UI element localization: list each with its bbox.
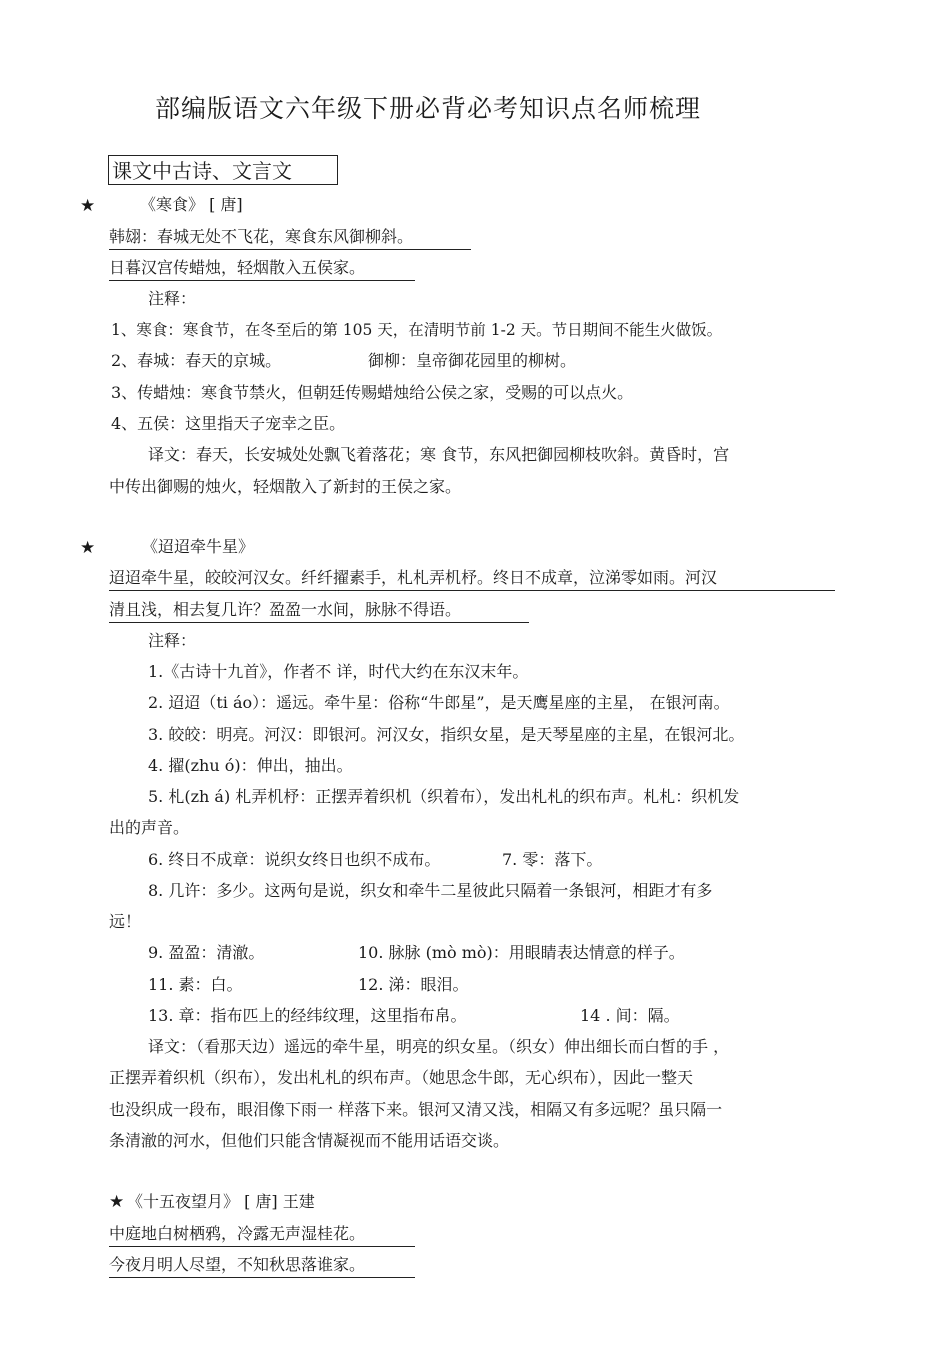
poem1-translation-2: 中传出御赐的烛火，轻烟散入了新封的王侯之家。 xyxy=(109,477,462,496)
poem1-line-2: 日暮汉宫传蜡烛，轻烟散入五侯家。 xyxy=(109,258,415,281)
star-icon: ★ xyxy=(80,538,96,558)
poem2-note-1: 1.《古诗十九首》，作者不 详，时代大约在东汉末年。 xyxy=(148,662,529,681)
poem2-note-12: 12. 涕：眼泪。 xyxy=(358,975,469,994)
poem1-note-3: 3、传蜡烛：寒食节禁火，但朝廷传赐蜡烛给公侯之家，受赐的可以点火。 xyxy=(111,383,634,402)
poem1-notes-label: 注释： xyxy=(148,289,197,308)
poem2-note-3: 3. 皎皎：明亮。河汉：即银河。河汉女，指织女星，是天琴星座的主星，在银河北。 xyxy=(148,725,745,744)
poem2-note-7: 7. 零：落下。 xyxy=(502,850,603,869)
poem1-title: 《寒食》 [ 唐] xyxy=(140,195,243,214)
poem2-translation-2: 正摆弄着织机（织布），发出札札的织布声。（她思念牛郎，无心织布），因此一整天 xyxy=(109,1068,694,1087)
poem2-note-5-cont: 出的声音。 xyxy=(109,818,190,837)
poem2-translation-1: 译文：（看那天边）遥远的牵牛星，明亮的织女星。（织女）伸出细长而白皙的手 ， xyxy=(148,1037,730,1056)
poem1-translation-1: 译文：春天，长安城处处飘飞着落花；寒 食节，东风把御园柳枝吹斜。黄昏时，宫 xyxy=(148,445,730,464)
poem2-note-9: 9. 盈盈：清澈。 xyxy=(148,943,265,962)
star-icon: ★ xyxy=(109,1192,125,1212)
poem3-line-2: 今夜月明人尽望，不知秋思落谁家。 xyxy=(109,1255,415,1278)
poem1-line-1: 韩翃：春城无处不飞花，寒食东风御柳斜。 xyxy=(109,227,471,250)
star-icon: ★ xyxy=(80,196,96,216)
poem2-note-6: 6. 终日不成章：说织女终日也织不成布。 xyxy=(148,850,441,869)
poem2-title: 《迢迢牵牛星》 xyxy=(142,537,255,556)
document-title: 部编版语文六年级下册必背必考知识点名师梳理 xyxy=(155,94,702,123)
poem2-notes-label: 注释： xyxy=(148,631,197,650)
poem2-note-11: 11. 素：白。 xyxy=(148,975,243,994)
poem2-note-5: 5. 札(zh á) 札弄机杼：正摆弄着织机（织着布），发出札札的织布声。札札：织机发 xyxy=(148,787,740,806)
poem2-line-2: 清且浅，相去复几许？盈盈一水间，脉脉不得语。 xyxy=(109,600,529,623)
poem2-translation-4: 条清澈的河水，但他们只能含情凝视而不能用话语交谈。 xyxy=(109,1131,510,1150)
poem2-note-2: 2. 迢迢（ti áo）：遥远。牵牛星：俗称“牛郎星”，是天鹰星座的主星， 在银河南。 xyxy=(148,693,730,712)
poem2-note-8: 8. 几许：多少。这两句是说，织女和牵牛二星彼此只隔着一条银河，相距才有多 xyxy=(148,881,713,900)
poem3-line-1: 中庭地白树栖鸦，冷露无声湿桂花。 xyxy=(109,1224,415,1247)
poem2-note-14: 14 . 间：隔。 xyxy=(580,1006,680,1025)
poem2-note-13: 13. 章：指布匹上的经纬纹理，这里指布帛。 xyxy=(148,1006,467,1025)
section-heading: 课文中古诗、文言文 xyxy=(108,155,338,185)
poem2-note-8-cont: 远！ xyxy=(109,912,142,931)
poem2-note-4: 4. 擢(zhu ó)：伸出，抽出。 xyxy=(148,756,353,775)
poem1-note-2: 2、春城：春天的京城。 xyxy=(111,351,282,370)
poem2-note-10: 10. 脉脉 (mò mò)：用眼睛表达情意的样子。 xyxy=(358,943,685,962)
poem2-line-1: 迢迢牵牛星，皎皎河汉女。纤纤擢素手，札札弄机杼。终日不成章，泣涕零如雨。河汉 xyxy=(109,568,835,591)
poem3-title: 《十五夜望月》 [ 唐] 王建 xyxy=(127,1192,315,1211)
poem1-note-2b: 御柳：皇帝御花园里的柳树。 xyxy=(368,351,577,370)
poem1-note-4: 4、五侯：这里指天子宠幸之臣。 xyxy=(111,414,346,433)
poem2-translation-3: 也没织成一段布，眼泪像下雨一 样落下来。银河又清又浅，相隔又有多远呢？虽只隔一 xyxy=(109,1100,723,1119)
poem1-note-1: 1、寒食：寒食节，在冬至后的第 105 天，在清明节前 1-2 天。节日期间不能生火做饭。 xyxy=(111,321,723,339)
